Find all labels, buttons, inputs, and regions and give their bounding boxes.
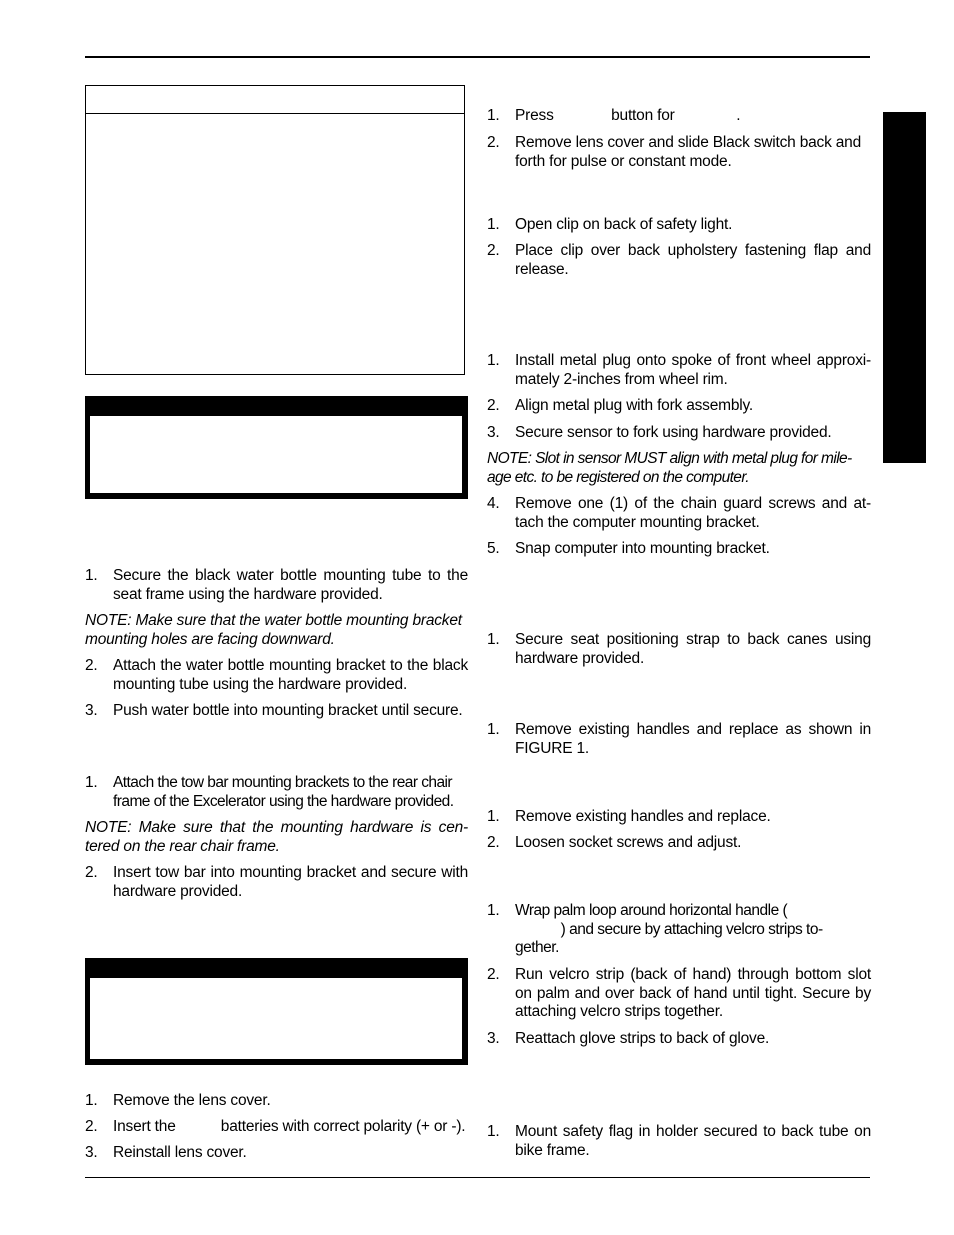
footer-rule: [85, 1177, 870, 1178]
section-tab: [883, 112, 926, 463]
warning-box: [85, 958, 468, 1065]
header-rule: [85, 56, 870, 58]
note-text: NOTE: Make sure that the water bottle mounting bracket mounting holes are facing downward.: [85, 612, 462, 648]
note-text: NOTE: Slot in sensor MUST align with metal plug for mile- age etc. to be registered on the computer.: [487, 450, 852, 486]
figure-box: [85, 85, 465, 375]
figure-caption-divider: [86, 113, 464, 114]
warning-box: [85, 396, 468, 499]
note-text: NOTE: Make sure that the mounting hardware is cen- tered on the rear chair frame.: [85, 819, 468, 855]
